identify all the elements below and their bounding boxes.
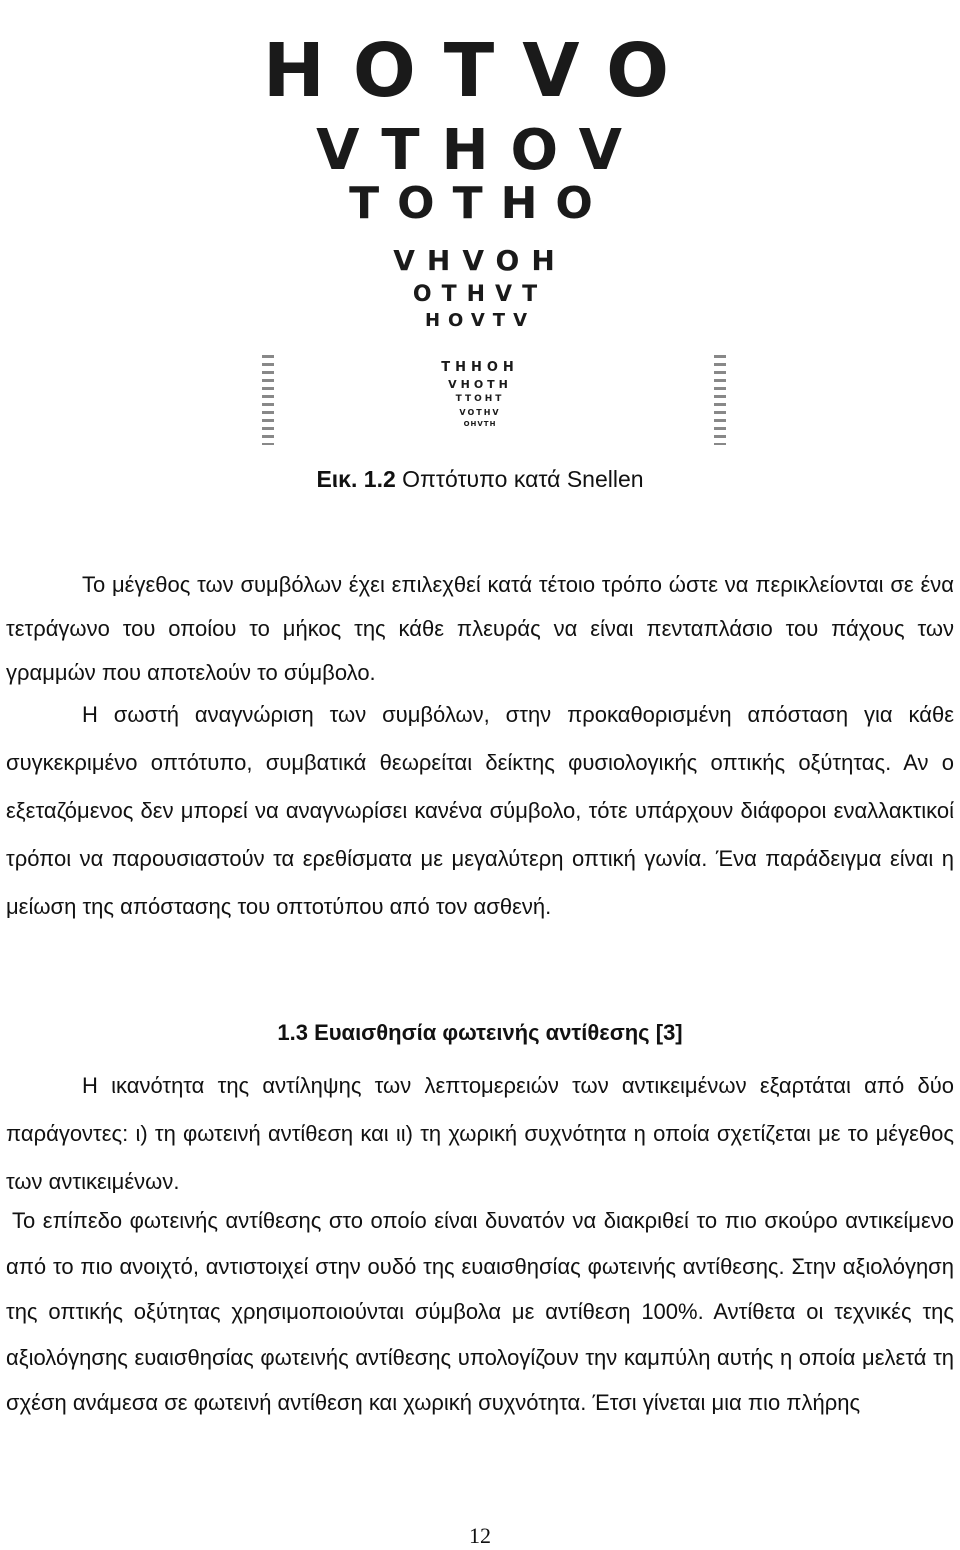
chart-row-9: TTOHT	[455, 394, 505, 404]
chart-row-6: HOVTV	[424, 310, 536, 331]
paragraph-3: Η ικανότητα της αντίληψης των λεπτομερειών των αντικειμένων εξαρτάται από δύο παράγοντες: ι) τη φωτεινή αντίθεση και ιι) τη χωρική συχνότητα η οποία σχετίζεται με το μέγεθος των αντικειμένων.	[6, 1073, 954, 1194]
chart-row-10: VOTHV	[459, 408, 501, 417]
page-number: 12	[469, 1523, 491, 1548]
paragraph-4: Το επίπεδο φωτεινής αντίθεσης στο οποίο είναι δυνατόν να διακριθεί το πιο σκούρο αντικείμενο από το πιο ανοιχτό, αντιστοιχεί στην ουδό της ευαισθησίας φωτεινής αντίθεσης. Στην αξιολόγηση της οπτικής οξύτητας χρησιμοποιούνται σύμβολα με αντίθεση 100%. Αντίθετα οι τεχνικές της αξιολόγησης ευαισθησίας φωτεινής αντίθεσης υπολογίζουν την καμπύλη αυτής η οποία μελετά τη σχέση ανάμεσα σε φωτεινή αντίθεση και χωρική συχνότητα. Έτσι γίνεται μια πιο πλήρης	[6, 1208, 954, 1415]
chart-right-edge-marks	[714, 355, 726, 445]
figure-caption	[0, 466, 960, 493]
chart-row-8: VHOTH	[448, 378, 512, 391]
chart-left-edge-marks	[262, 355, 274, 445]
caption-prefix: Εικ. 1.2	[316, 466, 396, 492]
caption-text: Οπτότυπο κατά Snellen	[395, 466, 644, 492]
paragraph-2: Η σωστή αναγνώριση των συμβόλων, στην προκαθορισμένη απόσταση για κάθε συγκεκριμένο οπτότυπο, συμβατικά θεωρείται δείκτης φυσιολογικής οπτικής οξύτητας. Αν ο εξεταζόμενος δεν μπορεί να αναγνωρίσει κανένα σύμβολο, τότε υπάρχουν διάφοροι εναλλακτικοί τρόποι να παρουσιαστούν τα ερεθίσματα με μεγαλύτερη οπτική γωνία. Ένα παράδειγμα είναι η μείωση της απόστασης του οπτοτύπου από τον ασθενή.	[6, 702, 954, 919]
chart-row-2: VTHOV	[316, 118, 644, 183]
chart-row-5: OTHVT	[412, 282, 548, 307]
section-heading: 1.3 Ευαισθησία φωτεινής αντίθεσης [3]	[277, 1020, 683, 1045]
chart-row-1: HOTVO	[262, 28, 698, 114]
chart-row-7: THHOH	[441, 360, 519, 375]
chart-row-4: VHVOH	[393, 244, 567, 277]
paragraph-1: Το μέγεθος των συμβόλων έχει επιλεχθεί κατά τέτοιο τρόπο ώστε να περικλείονται σε ένα τετράγωνο του οποίου το μήκος της κάθε πλευράς να είναι πενταπλάσιο του πάχους των γραμμών που αποτελούν το σύμβολο.	[6, 572, 954, 685]
snellen-chart-figure	[230, 0, 730, 450]
chart-row-3: TOTHO	[349, 178, 611, 229]
chart-row-11: OHVTH	[463, 420, 497, 428]
